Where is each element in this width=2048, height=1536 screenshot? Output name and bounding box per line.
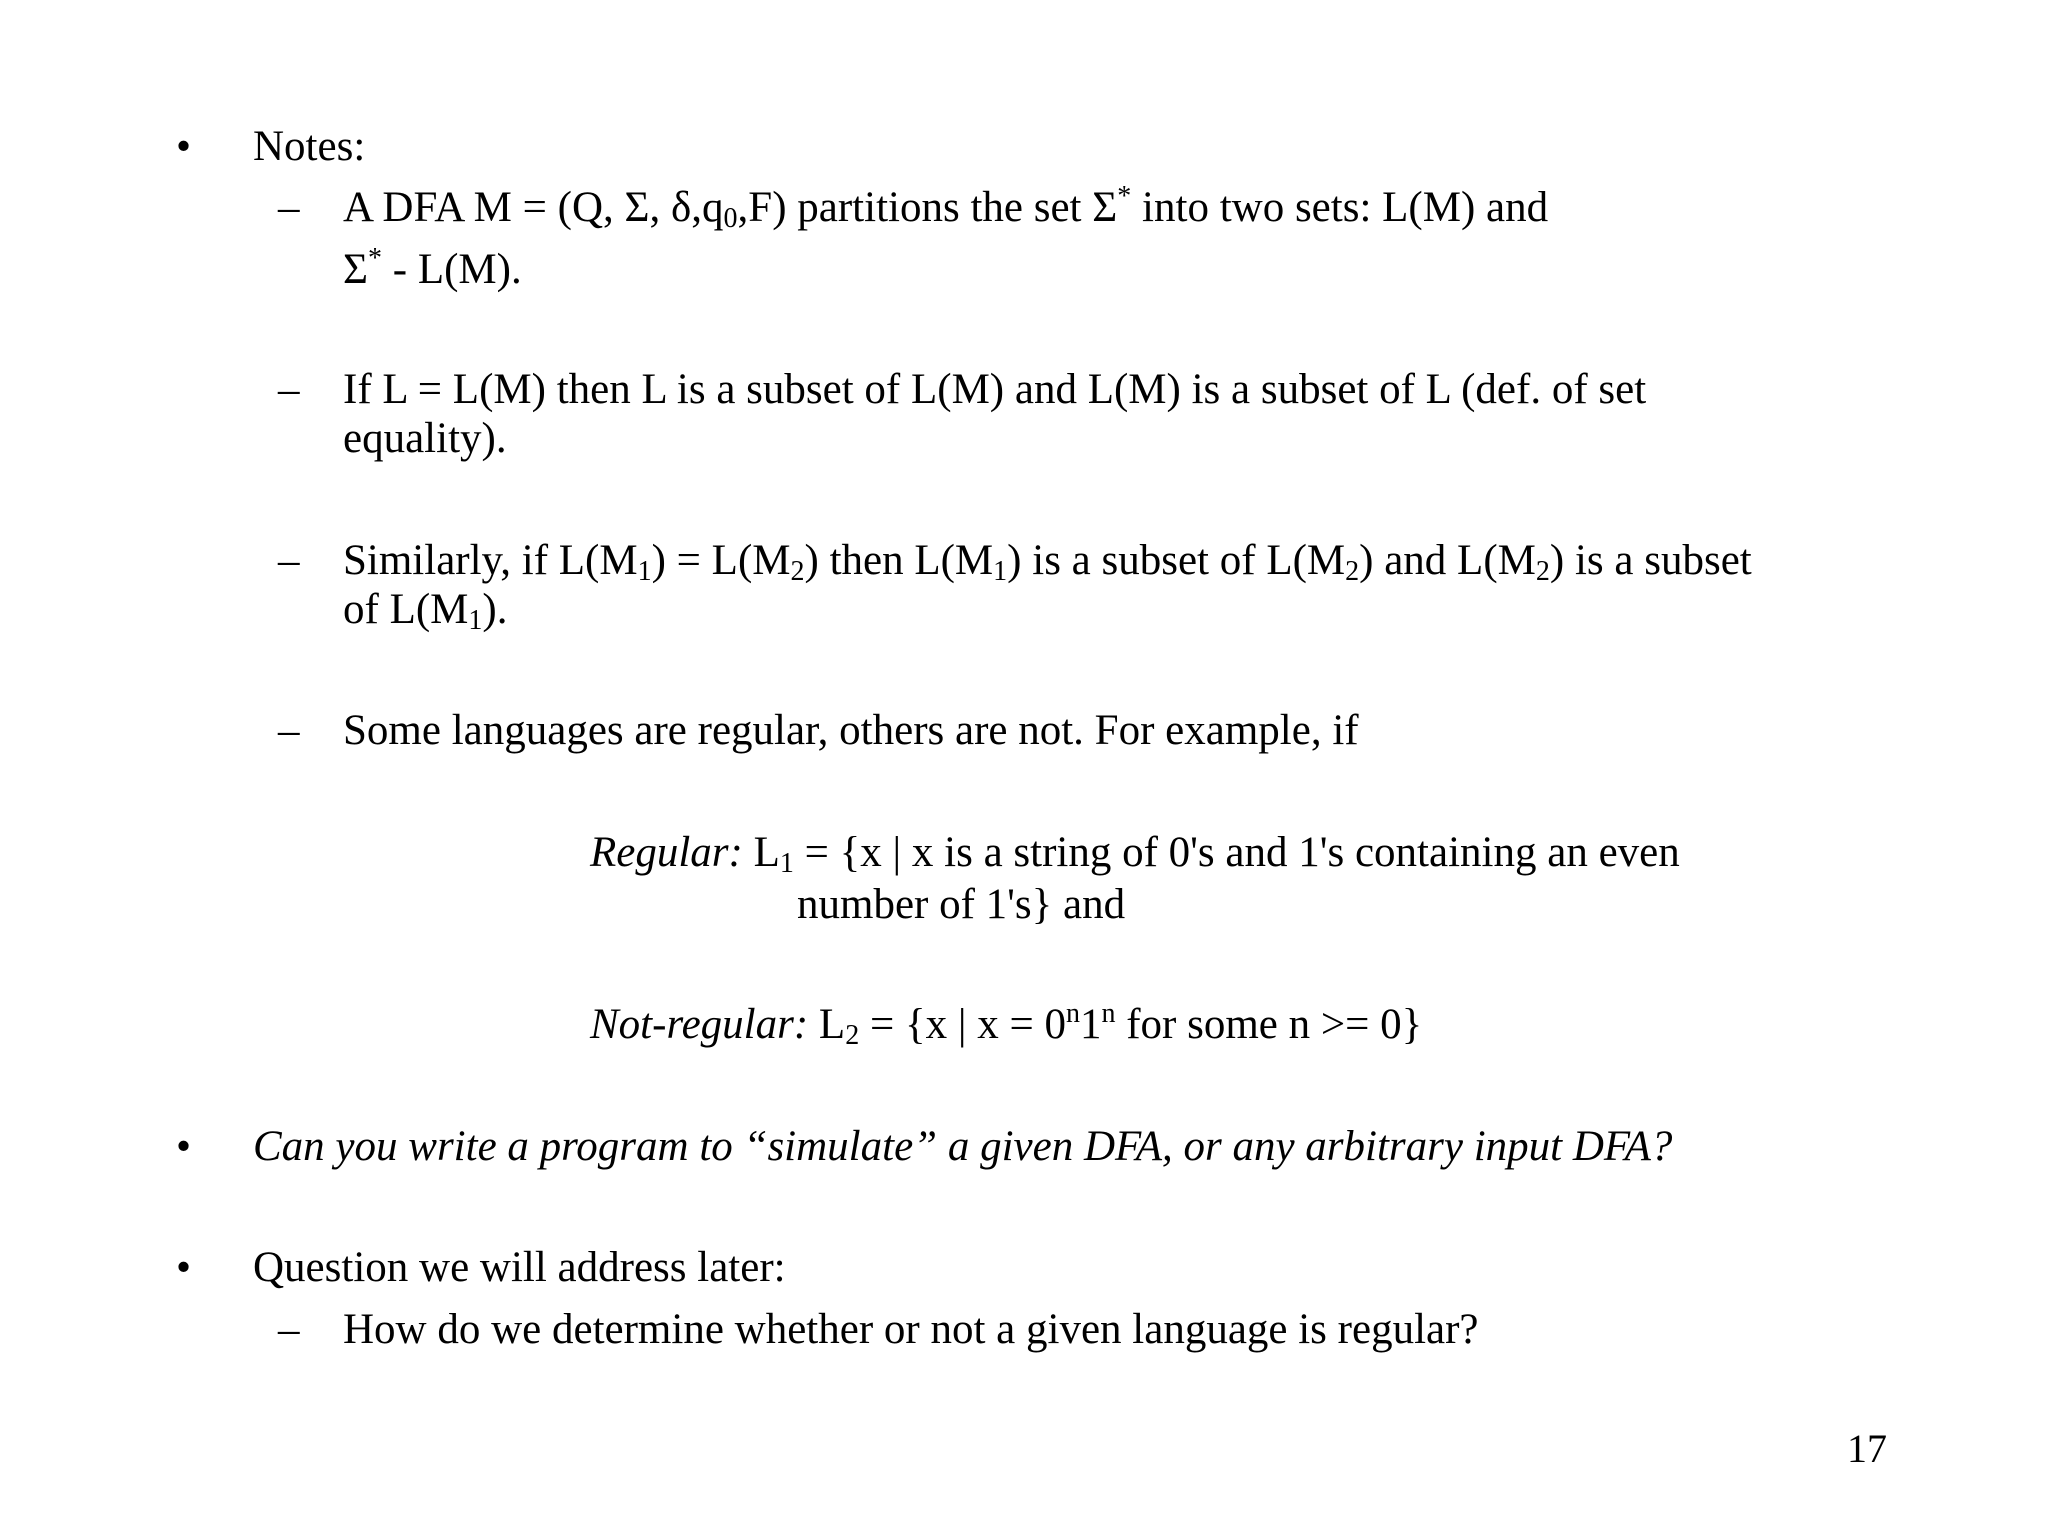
regular-definition: Regular: $L_1 = \{x$ | x is a string of 0's and 1's containing an even <box>590 829 1680 879</box>
dash-item1: – <box>278 184 300 231</box>
item3-line2: of $L(M_1)$. <box>343 586 508 636</box>
bullet-later: • <box>176 1244 192 1291</box>
notes-heading: Notes: <box>253 123 366 170</box>
simulate-question: Can you write a program to “simulate” a given DFA, or any arbitrary input DFA? <box>253 1123 1673 1170</box>
item1-line1: A DFA M = (Q, Σ, $\delta,q_0,F$) partitions the set Σ* into two sets: L(M) and <box>343 181 1549 234</box>
dash-later-item1: – <box>278 1306 300 1353</box>
item2-line2: equality). <box>343 415 507 462</box>
item3-line1: Similarly, if $L(M_1) = L(M_2)$ then $L(M_1)$ is a subset of $L(M_2)$ and $L(M_2)$ is a subset <box>343 537 1752 587</box>
dash-item3: – <box>278 537 300 584</box>
item2-line1: If L = L(M) then L is a subset of L(M) and L(M) is a subset of L (def. of set <box>343 366 1647 413</box>
not-regular-definition: Not-regular: $L_2 = \{x$ | $x = 0^n1^n$ for some n >= 0} <box>590 998 1423 1051</box>
item4-line1: Some languages are regular, others are not. For example, if <box>343 707 1359 754</box>
page-number: 17 <box>1847 1426 1887 1471</box>
later-heading: Question we will address later: <box>253 1244 786 1291</box>
later-item1: How do we determine whether or not a given language is regular? <box>343 1306 1479 1353</box>
bullet-notes: • <box>176 123 192 170</box>
dash-item2: – <box>278 366 300 413</box>
dash-item4: – <box>278 707 300 754</box>
bullet-simulate: • <box>176 1123 192 1170</box>
regular-label: Regular: <box>590 829 743 876</box>
not-regular-label: Not-regular: <box>590 1001 809 1048</box>
regular-definition-line2: number of 1's} and <box>797 881 1126 928</box>
item1-line2: Σ* - L(M). <box>343 243 522 293</box>
